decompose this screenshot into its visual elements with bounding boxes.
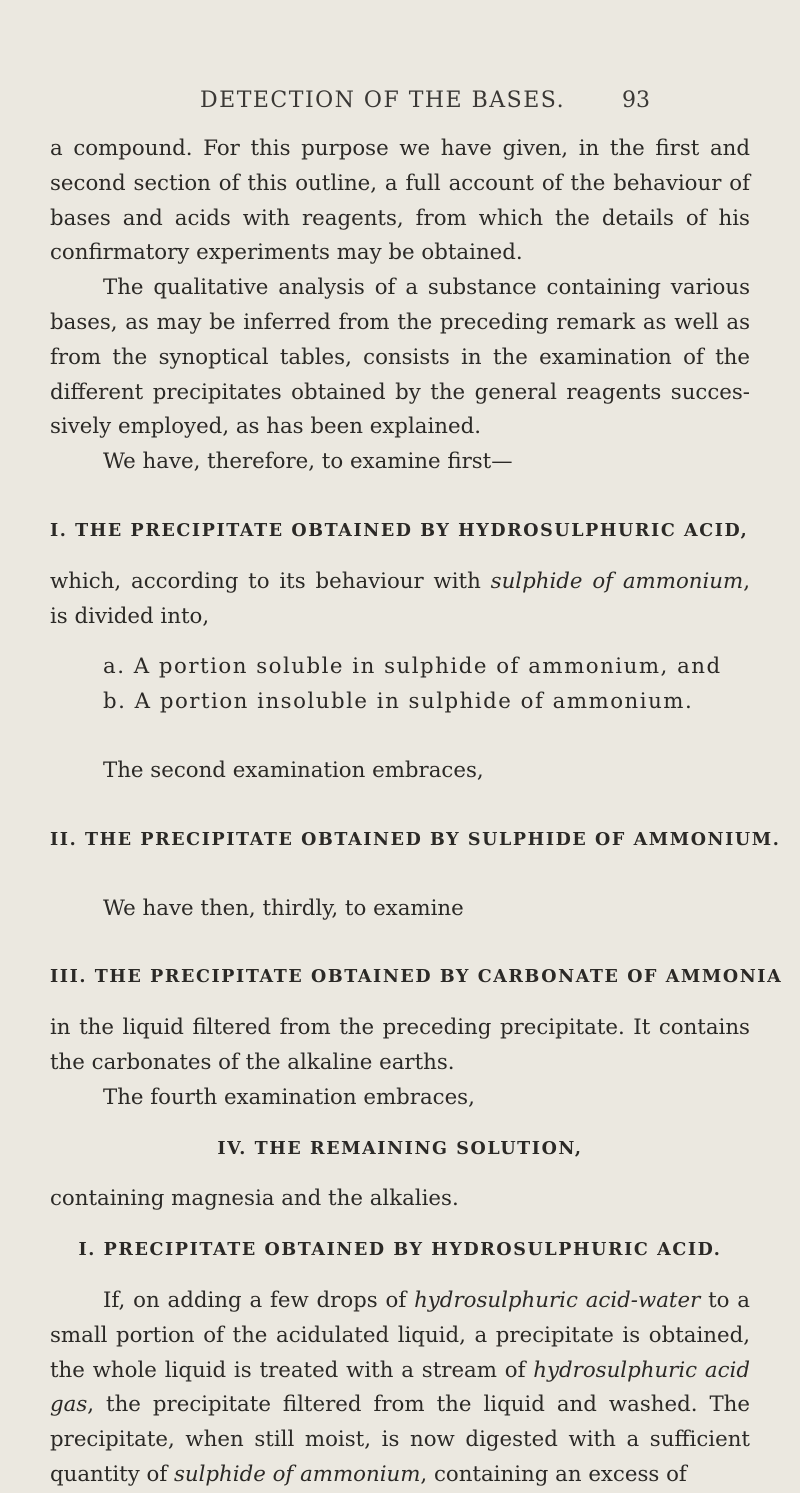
list-item-a: a. A portion soluble in sulphide of ammonium, and <box>103 654 722 680</box>
section-heading-hydrosulphuric-acid: I. PRECIPITATE OBTAINED BY HYDROSULPHURIC ACID. <box>78 1240 722 1261</box>
paragraph-2: The qualitative analysis of a substance containing various bases, as may be inferred from the preceding remark as well as from the synoptical tables, consists in the examination of the different precipitates obtained by the general reagents succes- sively employed, as has been explained. <box>50 275 750 440</box>
paragraph-5: The second examination embraces, <box>103 757 484 783</box>
paragraph-1: a compound. For this purpose we have given, in the first and second section of this outline, a full account of the behaviour of bases and acids with reagents, from which the details of his confirmatory experiments may be obtained. <box>50 136 750 266</box>
heading-hydrosulphuric-precipitate: I. THE PRECIPITATE OBTAINED BY HYDROSULPHURIC ACID, <box>50 520 749 541</box>
paragraph-9: containing magnesia and the alkalies. <box>50 1186 459 1212</box>
heading-carbonate-precipitate: III. THE PRECIPITATE OBTAINED BY CARBONATE OF AMMONIA <box>50 967 783 988</box>
page-body <box>50 132 783 1493</box>
header-title: DETECTION OF THE BASES. <box>200 88 566 113</box>
heading-remaining-solution: IV. THE REMAINING SOLUTION, <box>217 1138 583 1159</box>
paragraph-10: If, on adding a few drops of hydrosulphuric acid-water to a small portion of the acidulated liquid, a precipitate is obtained, the whole liquid is treated with a stream of hydrosulphuric acid gas, the precipitate filtered from the liquid and washed. The precipitate, when still moist, is now digested with a sufficient quantity of sulphide of ammonium, containing an excess of <box>50 1287 750 1487</box>
paragraph-7: in the liquid filtered from the preceding precipitate. It contains the carbonates of the alkaline earths. <box>50 1015 750 1075</box>
list-item-b: b. A portion insoluble in sulphide of ammonium. <box>103 689 694 715</box>
paragraph-8: The fourth examination embraces, <box>103 1084 475 1110</box>
heading-sulphide-precipitate: II. THE PRECIPITATE OBTAINED BY SULPHIDE OF AMMONIUM. <box>50 829 781 850</box>
page-number: 93 <box>622 88 650 113</box>
paragraph-4: which, according to its behaviour with sulphide of ammonium, is divided into, <box>50 568 750 629</box>
paragraph-3: We have, therefore, to examine first— <box>103 449 513 475</box>
paragraph-6: We have then, thirdly, to examine <box>103 895 464 921</box>
running-header <box>200 88 650 113</box>
